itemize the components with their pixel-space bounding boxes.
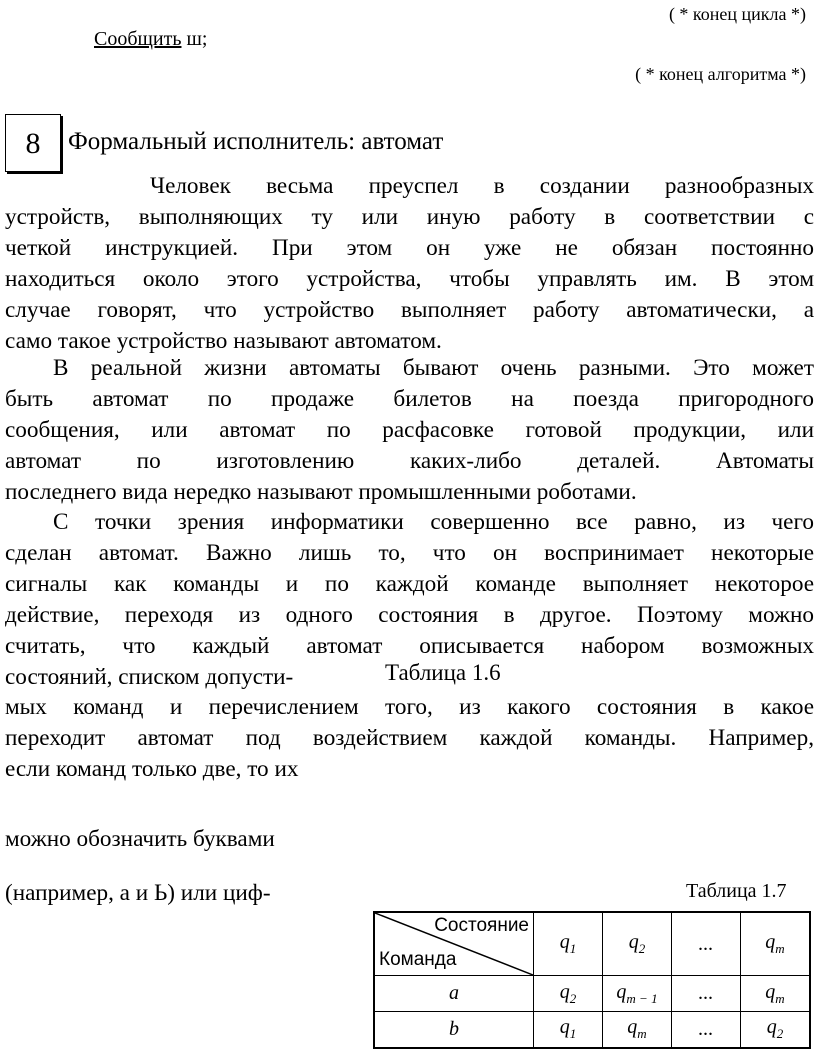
table-cell: $q_m$ xyxy=(603,1012,672,1048)
column-header: ... xyxy=(672,912,741,976)
header-command: Команда xyxy=(379,949,457,970)
end-cycle-comment: ( * конец цикла *) xyxy=(668,4,806,24)
paragraph-1 xyxy=(5,171,814,357)
text-line: сообщения, или автомат по расфасовке готовой продукции, или xyxy=(5,417,814,443)
text-line: состояний, списком допусти- xyxy=(5,664,294,690)
table-cell: $q_{m - 1}$ xyxy=(603,976,672,1012)
column-header: $q_1$ xyxy=(534,912,603,976)
text-line: действие, переходя из одного состояния в другое. Поэтому можно xyxy=(5,602,814,628)
text-line: последнего вида нередко называют промышленными роботами. xyxy=(5,479,637,505)
text-line: С точки зрения информатики совершенно все равно, из чего xyxy=(53,509,814,535)
text-line: В реальной жизни автоматы бывают очень разными. Это может xyxy=(53,355,814,381)
column-header: $q_m$ xyxy=(741,912,811,976)
text-line: мых команд и перечислением того, из какого состояния в какое xyxy=(5,694,814,720)
paragraph-4 xyxy=(5,692,814,785)
text-line: сигналы как команды и по каждой команде выполняет некоторое xyxy=(5,571,814,597)
row-command: a xyxy=(374,976,534,1012)
table-1-7-caption: Таблица 1.7 xyxy=(686,880,787,902)
text-line: сделан автомат. Важно лишь то, что он воспринимает некоторые xyxy=(5,540,814,566)
table-cell: $q_2$ xyxy=(741,1012,811,1048)
section-title: Формальный исполнитель: автомат xyxy=(68,128,444,155)
text-line: случае говорят, что устройство выполняет работу автоматически, а xyxy=(5,297,814,323)
report-argument: ш; xyxy=(181,28,208,50)
diagonal-header-cell xyxy=(374,912,534,976)
text-line: устройств, выполняющих ту или иную работу в соответствии с xyxy=(5,204,814,230)
section-number: 8 xyxy=(5,114,61,172)
report-keyword: Сообщить xyxy=(94,28,182,50)
table-cell: $q_m$ xyxy=(741,976,811,1012)
paragraph-2 xyxy=(5,353,814,508)
text-line: находиться около этого устройства, чтобы управлять им. В этом xyxy=(5,266,814,292)
table-cell: $q_1$ xyxy=(534,1012,603,1048)
text-line: быть автомат по продаже билетов на поезда пригородного xyxy=(5,386,814,412)
table-row xyxy=(374,976,810,1012)
table-header-row xyxy=(374,912,810,976)
text-line-solo-1: можно обозначить буквами xyxy=(5,826,275,852)
table-cell: ... xyxy=(672,1012,741,1048)
text-line: переходит автомат под воздействием каждой команды. Например, xyxy=(5,725,814,751)
column-header: $q_2$ xyxy=(603,912,672,976)
table-row xyxy=(374,1012,810,1048)
table-1-6-caption: Таблица 1.6 xyxy=(385,660,501,685)
report-statement xyxy=(94,28,207,51)
text-line: автомат по изготовлению каких-либо деталей. Автоматы xyxy=(5,448,814,474)
table-cell: $q_2$ xyxy=(534,976,603,1012)
table-cell: ... xyxy=(672,976,741,1012)
text-line: Человек весьма преуспел в создании разнообразных xyxy=(150,173,814,199)
header-state: Состояние xyxy=(434,915,529,936)
text-line: если команд только две, то их xyxy=(5,756,299,782)
end-algorithm-comment: ( * конец алгоритма *) xyxy=(635,64,806,84)
row-command: b xyxy=(374,1012,534,1048)
text-line: четкой инструкцией. При этом он уже не обязан постоянно xyxy=(5,235,814,261)
text-line-solo-2: (например, а и Ь) или циф- xyxy=(5,880,271,906)
transition-table xyxy=(373,911,811,1049)
text-line: само такое устройство называют автоматом. xyxy=(5,328,442,354)
text-line: считать, что каждый автомат описывается набором возможных xyxy=(5,633,814,659)
